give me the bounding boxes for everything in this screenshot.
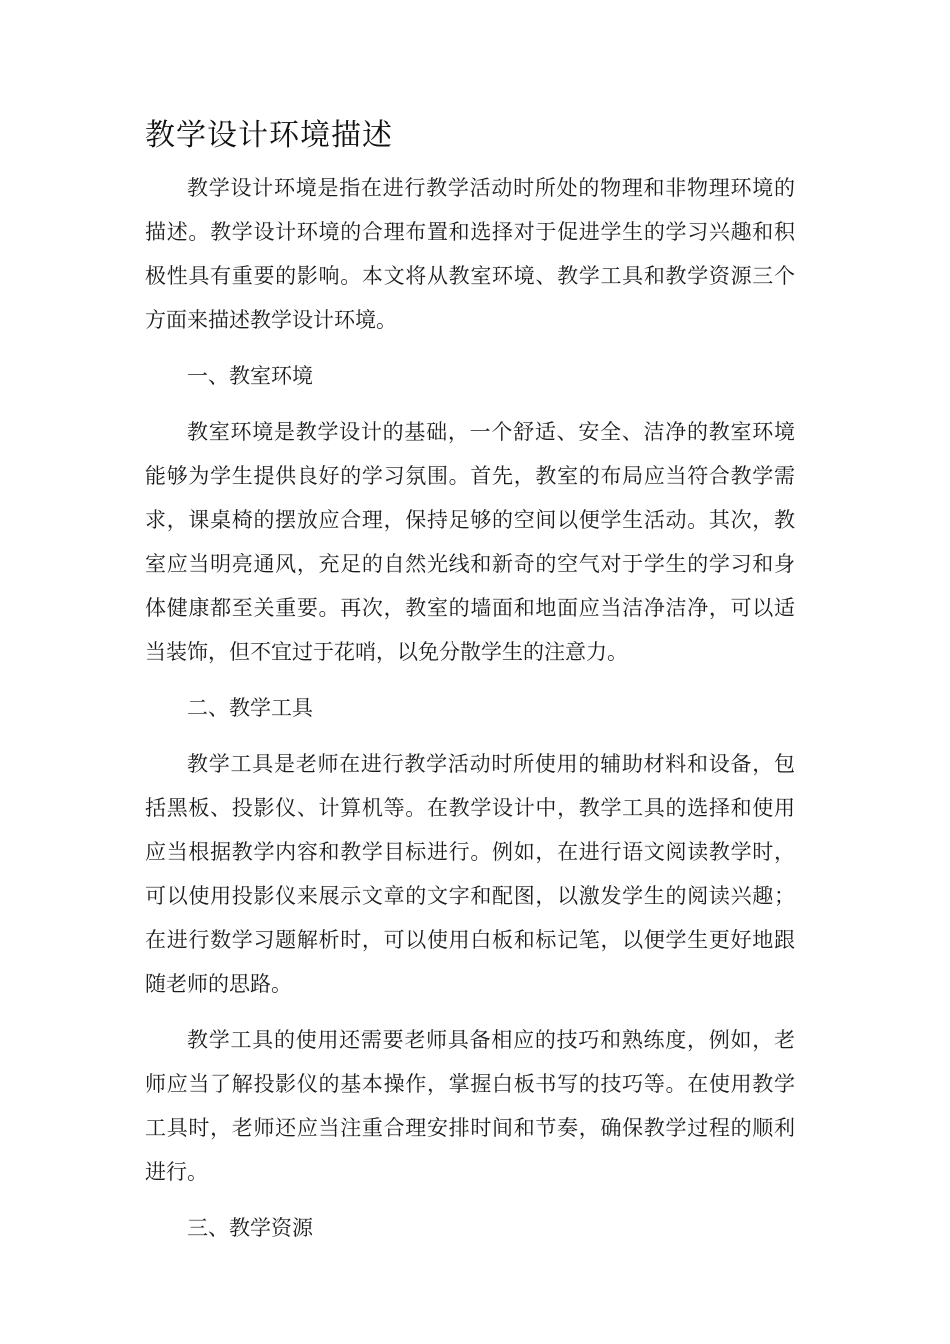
section-heading-resources: 三、教学资源 [187,1216,313,1240]
section-heading-tools: 二、教学工具 [187,696,313,720]
document-title: 教学设计环境描述 [145,118,393,153]
intro-paragraph: 教学设计环境是指在进行教学活动时所处的物理和非物理环境的描述。教学设计环境的合理布置和选择对于促进学生的学习兴趣和积极性具有重要的影响。本文将从教室环境、教学工具和教学资源三个方面来描述教学设计环境。 [145,176,795,332]
tools-paragraph-1: 教学工具是老师在进行教学活动时所使用的辅助材料和设备，包括黑板、投影仪、计算机等。在教学设计中，教学工具的选择和使用应当根据教学内容和教学目标进行。例如，在进行语文阅读教学时，可以使用投影仪来展示文章的文字和配图，以激发学生的阅读兴趣；在进行数学习题解析时，可以使用白板和标记笔，以便学生更好地跟随老师的思路。 [145,752,795,996]
document-body [145,112,795,1262]
tools-paragraph-2: 教学工具的使用还需要老师具备相应的技巧和熟练度，例如，老师应当了解投影仪的基本操作，掌握白板书写的技巧等。在使用教学工具时，老师还应当注重合理安排时间和节奏，确保教学过程的顺利进行。 [145,1028,795,1184]
section-heading-classroom: 一、教室环境 [187,364,313,388]
classroom-paragraph: 教室环境是教学设计的基础，一个舒适、安全、洁净的教室环境能够为学生提供良好的学习氛围。首先，教室的布局应当符合教学需求，课桌椅的摆放应合理，保持足够的空间以便学生活动。其次，教室应当明亮通风，充足的自然光线和新奇的空气对于学生的学习和身体健康都至关重要。再次，教室的墙面和地面应当洁净洁净，可以适当装饰，但不宜过于花哨，以免分散学生的注意力。 [145,420,795,664]
